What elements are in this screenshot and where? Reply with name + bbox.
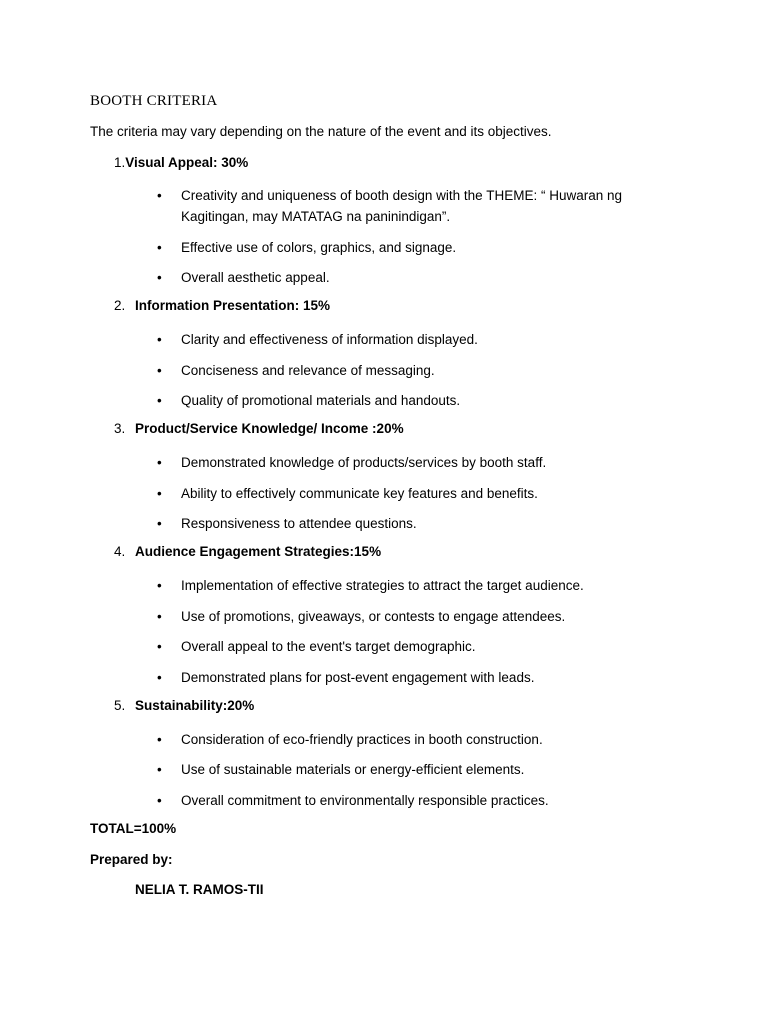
list-item-text: Quality of promotional materials and handouts. [181, 393, 461, 408]
list-item-text: Demonstrated knowledge of products/services by booth staff. [181, 455, 547, 470]
section-heading-5 [114, 698, 255, 713]
section-number: 5. [114, 698, 126, 713]
list-item-text: Consideration of eco-friendly practices in booth construction. [181, 732, 543, 747]
list-item-text: Overall aesthetic appeal. [181, 270, 330, 285]
bullet-icon: • [157, 670, 162, 685]
bullet-icon: • [157, 639, 162, 654]
bullet-icon: • [157, 455, 162, 470]
total-line: TOTAL=100% [90, 821, 177, 836]
list-item-text: Use of sustainable materials or energy-efficient elements. [181, 762, 525, 777]
list-item-text: Clarity and effectiveness of information displayed. [181, 332, 478, 347]
page-title: BOOTH CRITERIA [90, 93, 218, 109]
bullet-icon: • [157, 516, 162, 531]
bullet-icon: • [157, 578, 162, 593]
section-label: Sustainability:20% [135, 698, 255, 713]
list-item-text: Overall appeal to the event's target demographic. [181, 639, 476, 654]
section-label: Audience Engagement Strategies:15% [135, 544, 382, 559]
list-item-text: Use of promotions, giveaways, or contests to engage attendees. [181, 609, 566, 624]
section-heading-1 [114, 155, 248, 170]
section-number: 2. [114, 298, 126, 313]
signer-name: NELIA T. RAMOS-TII [135, 882, 264, 897]
bullet-icon: • [157, 270, 162, 285]
bullet-icon: • [157, 762, 162, 777]
bullet-icon: • [157, 188, 162, 203]
section-number: 4. [114, 544, 126, 559]
section-number: 1. [114, 155, 126, 170]
bullet-icon: • [157, 332, 162, 347]
bullet-icon: • [157, 393, 162, 408]
list-item-text: Responsiveness to attendee questions. [181, 516, 417, 531]
list-item-text: Creativity and uniqueness of booth design with the THEME: “ Huwaran ng Kagitingan, may MATATAG na paninindigan”. [181, 188, 622, 224]
list-item-text: Demonstrated plans for post-event engagement with leads. [181, 670, 535, 685]
section-heading-3 [114, 421, 404, 436]
bullet-icon: • [157, 793, 162, 808]
section-number: 3. [114, 421, 126, 436]
list-item-text: Conciseness and relevance of messaging. [181, 363, 435, 378]
bullet-icon: • [157, 732, 162, 747]
bullet-icon: • [157, 609, 162, 624]
section-heading-2 [114, 298, 331, 313]
section-label: Visual Appeal: 30% [125, 155, 249, 170]
list-item-text: Implementation of effective strategies to attract the target audience. [181, 578, 584, 593]
section-heading-4 [114, 544, 382, 559]
prepared-by-label: Prepared by: [90, 852, 173, 867]
intro-text: The criteria may vary depending on the nature of the event and its objectives. [90, 124, 552, 139]
list-item-text: Effective use of colors, graphics, and signage. [181, 240, 457, 255]
bullet-icon: • [157, 363, 162, 378]
list-item-text: Overall commitment to environmentally responsible practices. [181, 793, 549, 808]
bullet-icon: • [157, 486, 162, 501]
bullet-icon: • [157, 240, 162, 255]
section-label: Product/Service Knowledge/ Income :20% [135, 421, 404, 436]
list-item-text: Ability to effectively communicate key features and benefits. [181, 486, 538, 501]
section-label: Information Presentation: 15% [135, 298, 331, 313]
